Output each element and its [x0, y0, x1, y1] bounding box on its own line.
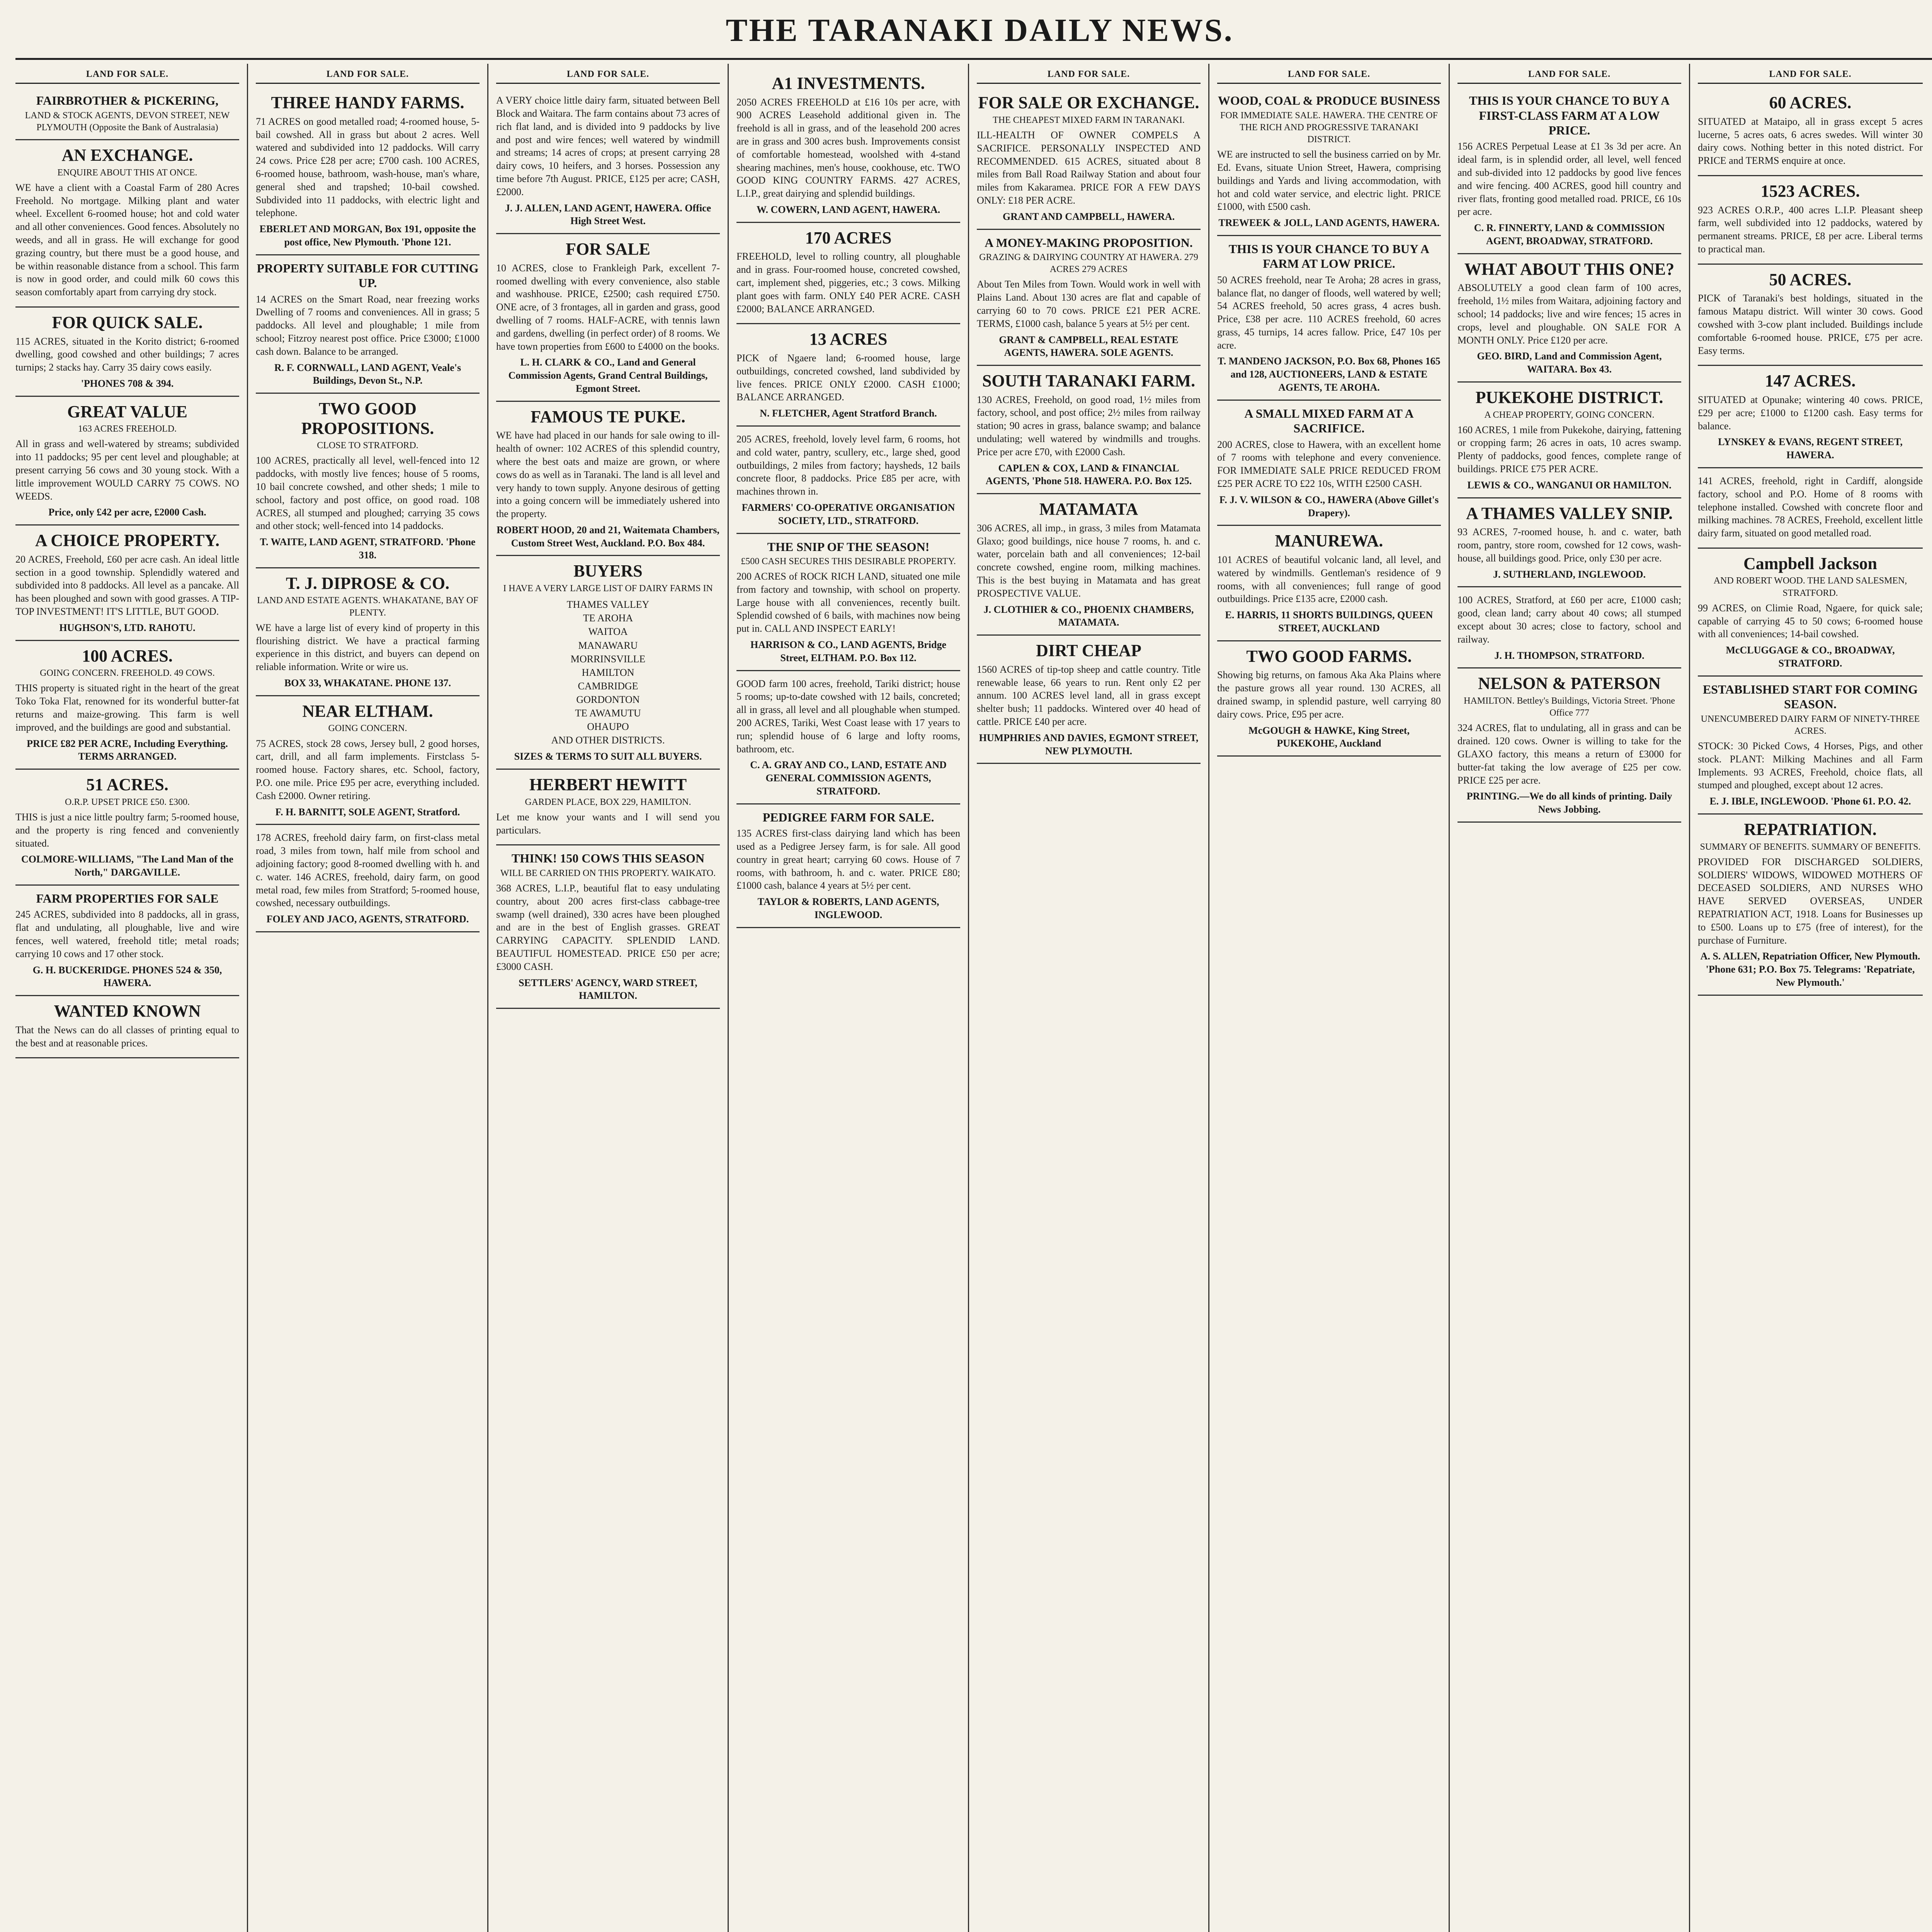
ad-body: 75 ACRES, stock 28 cows, Jersey bull, 2 good horses, cart, drill, and all farm implements. Firstclass 5-roomed house. Factory shares, etc. School, factory, P.O. one mile. Price £95 per acre, everything included. Cash £2000. Owner retiring.	[256, 738, 480, 801]
ad-subtitle: ENQUIRE ABOUT THIS AT ONCE.	[57, 167, 197, 178]
ad-body: WE have a client with a Coastal Farm of 280 Acres Freehold. No mortgage. Milking plant and water wheel. Excellent 6-roomed house; hot and cold water and all other conveniences. Good fences. Absolutely no weeds, and all in grass. He will exchange for good grazing country, but there must be a good house, and be within reasonable distance from a school. This farm is now in good order, and could milk 60 cows this season comfortably apart from carrying dry stock.	[15, 182, 239, 298]
ad-body: THIS is just a nice little poultry farm; 5-roomed house, and the property is ring fenced and conveniently situated.	[15, 811, 239, 849]
ad-signature: TREWEEK & JOLL, LAND AGENTS, HAWERA.	[1218, 217, 1440, 229]
ad-subtitle: HAMILTON. Bettley's Buildings, Victoria Street. 'Phone Office 777	[1464, 696, 1675, 718]
ad-title: AN EXCHANGE.	[61, 145, 193, 165]
advertisement	[15, 308, 239, 397]
ad-body: 306 ACRES, all imp., in grass, 3 miles from Matamata Glaxo; good buildings, nice house 7 rooms, h. and c. water, porcelain bath and all conveniences; 12-bail concrete cowshed, engine room, milking machines. This is the best buying in Matamata and has great PROSPECTIVE VALUE.	[977, 522, 1201, 599]
ad-subtitle: THE CHEAPEST MIXED FARM IN TARANAKI.	[993, 115, 1185, 125]
ad-signature: L. H. CLARK & CO., Land and General Commission Agents, Grand Central Buildings, Egmont Street.	[508, 357, 708, 394]
ad-subtitle: GARDEN PLACE, BOX 229, HAMILTON.	[525, 797, 691, 807]
district-list-item: THAMES VALLEY	[566, 599, 650, 611]
ad-signature: CAPLEN & COX, LAND & FINANCIAL AGENTS, 'Phone 518. HAWERA. P.O. Box 125.	[985, 462, 1192, 487]
advertisement	[496, 234, 720, 402]
ad-body: WE are instructed to sell the business carried on by Mr. Ed. Evans, situate Union Street, Hawera, comprising buildings and Yards and living accommodation, with hot and cold water service, and electric light. PRICE £1000, with £500 cash.	[1217, 149, 1441, 213]
advertisement	[256, 88, 480, 255]
ad-subtitle: I HAVE A VERY LARGE LIST OF DAIRY FARMS IN	[503, 583, 713, 594]
advertisement	[15, 886, 239, 996]
masthead-rule	[15, 58, 1932, 60]
ad-body: THIS property is situated right in the heart of the great Toko Toka Flat, renowned for its wonderful butter-fat returns and maize-growing. This farm is well improved, and the buildings are good and substantial.	[15, 682, 239, 733]
ad-body: 324 ACRES, flat to undulating, all in grass and can be drained. 120 cows. Owner is willing to take for the GLAXO factory, this means a return of £3000 for butter-fat taking the low average of £25 per cow. PRICE £25 per acre.	[1458, 722, 1681, 786]
ad-title: 13 ACRES	[809, 330, 888, 349]
masthead: THE TARANAKI DAILY NEWS.	[726, 12, 1234, 48]
ad-title: THREE HANDY FARMS.	[271, 93, 464, 112]
advertisement	[256, 568, 480, 696]
advertisement	[1217, 88, 1441, 236]
district-list-item: MANAWARU	[578, 639, 638, 651]
ad-body: 20 ACRES, Freehold, £60 per acre cash. An ideal little section in a good township. Splendidly watered and subdivided into 8 paddocks. All level as a pancake. All has been ploughed and sown with good grasses. A TIP-TOP INVESTMENT! IT'S LITTLE, BUT GOOD.	[15, 553, 239, 617]
ad-title: PROPERTY SUITABLE FOR CUTTING UP.	[257, 261, 479, 290]
column-header: LAND FOR SALE.	[256, 68, 480, 84]
column-header: LAND FOR SALE.	[977, 68, 1201, 84]
district-list-item: TE AWAMUTU	[575, 707, 641, 719]
ad-title: THIS IS YOUR CHANCE TO BUY A FIRST-CLASS FARM AT A LOW PRICE.	[1469, 94, 1670, 137]
ad-title: TWO GOOD PROPOSITIONS.	[301, 399, 434, 438]
ad-signature: McCLUGGAGE & CO., BROADWAY, STRATFORD.	[1726, 645, 1895, 669]
column-1	[8, 64, 248, 1932]
ad-subtitle: £500 CASH SECURES THIS DESIRABLE PROPERTY.	[741, 556, 956, 566]
ad-signature: TAYLOR & ROBERTS, LAND AGENTS, INGLEWOOD.	[757, 896, 939, 920]
advertisement	[15, 641, 239, 770]
advertisement	[1217, 236, 1441, 401]
ad-title: PUKEKOHE DISTRICT.	[1475, 388, 1663, 407]
ad-body: GOOD farm 100 acres, freehold, Tariki district; house 5 rooms; up-to-date cowshed with 12 bails, concreted; all in grass, all level and all ploughable when stumped. 200 ACRES, Tariki, West Coast lease with 17 years to run; splendid house of 6 large and lofty rooms, bathroom, etc.	[736, 678, 960, 755]
column-4	[729, 64, 969, 1932]
ad-signature: Price, only £42 per acre, £2000 Cash.	[48, 507, 206, 518]
ad-title: MANUREWA.	[1275, 531, 1383, 551]
ad-title: PEDIGREE FARM FOR SALE.	[762, 810, 934, 824]
advertisement	[1458, 587, 1681, 668]
ad-subtitle: LAND & STOCK AGENTS, DEVON STREET, NEW PLYMOUTH (Opposite the Bank of Australasia)	[25, 110, 230, 133]
ad-body: 245 ACRES, subdivided into 8 paddocks, all in grass, flat and undulating, all ploughable, live and wire fences, well watered, freehold title; metal roads; carrying 10 cows and 17 other stock.	[15, 909, 239, 959]
ad-body: 10 ACRES, close to Frankleigh Park, excellent 7-roomed dwelling with every convenience, also stable and washhouse. PRICE, £2500; cash required £750. ONE acre, of 3 frontages, all in garden and grass, good dwelling of 7 rooms. HALF-ACRE, with tennis lawn and gardens, dwelling (in perfect order) of 8 rooms. We have town properties from £600 to £4000 on the books.	[496, 262, 720, 352]
ad-body: 141 ACRES, freehold, right in Cardiff, alongside factory, school and P.O. Home of 8 rooms with telephone installed. Cowshed with concrete floor and milking machines. 78 ACRES, Freehold, excellent little dairy farm, situated on good metalled road.	[1698, 475, 1923, 539]
ad-body: 99 ACRES, on Climie Road, Ngaere, for quick sale; capable of carrying 45 to 50 cows; 6-roomed house with all conveniences; 14-bail cowshed.	[1698, 602, 1923, 640]
column-header: LAND FOR SALE.	[1217, 68, 1441, 84]
ad-body: SITUATED at Opunake; wintering 40 cows. PRICE, £29 per acre; £1000 to £1200 cash. Easy terms for balance.	[1698, 394, 1923, 432]
advertisement	[1458, 498, 1681, 588]
ad-body: 130 ACRES, Freehold, on good road, 1½ miles from factory, school, and post office; 2½ miles from railway station; 90 acres in grass, balance swamp; and balance undulating; well watered by windmills and troughs. Price per acre £70, with £2000 Cash.	[977, 394, 1201, 457]
ad-signature: E. J. IBLE, INGLEWOOD. 'Phone 61. P.O. 42.	[1709, 796, 1911, 807]
ad-title: A SMALL MIXED FARM AT A SACRIFICE.	[1244, 406, 1414, 435]
district-list-item: AND OTHER DISTRICTS.	[551, 735, 665, 746]
ad-body: WE have a large list of every kind of property in this flourishing district. We have a practical farming experience in this district, and buyers can depend on reliable information. Write or wire us.	[256, 622, 480, 673]
ad-subtitle: WILL BE CARRIED ON THIS PROPERTY. WAIKATO.	[500, 868, 716, 878]
ad-signature: T. WAITE, LAND AGENT, STRATFORD. 'Phone 318.	[260, 536, 476, 561]
ad-body: FREEHOLD, level to rolling country, all ploughable and in grass. Four-roomed house, concreted cowshed, cart, implement shed, piggeries, etc.; 3 cows. Milking plant goes with farm. ONLY £40 PER ACRE. CASH £2000; BALANCE ARRANGED.	[736, 251, 960, 315]
ad-body: 160 ACRES, 1 mile from Pukekohe, dairying, fattening or cropping farm; 26 acres in oats, 10 acres swamp. Plenty of paddocks, good fences, complete range of buildings. PRICE £75 PER ACRE.	[1458, 424, 1681, 475]
ad-body: PICK of Ngaere land; 6-roomed house, large outbuildings, concreted cowshed, land subdivided by live fences. PRICE ONLY £2000. CASH £1000; BALANCE ARRANGED.	[736, 352, 960, 403]
ad-body: 205 ACRES, freehold, lovely level farm, 6 rooms, hot and cold water, pantry, scullery, etc., large shed, good outbuildings, 2 miles from factory; haysheds, 12 bails concrete floor, 8 paddocks. Price £85 per acre, with machines thrown in.	[736, 433, 960, 497]
advertisement	[15, 140, 239, 308]
ad-title: FAIRBROTHER & PICKERING,	[36, 94, 219, 108]
columns-container	[8, 64, 1932, 1932]
ad-title: 147 ACRES.	[1765, 371, 1856, 391]
ad-signature: W. COWERN, LAND AGENT, HAWERA.	[756, 204, 940, 215]
ad-signature: HUGHSON'S, LTD. RAHOTU.	[59, 622, 196, 633]
advertisement	[1458, 668, 1681, 823]
advertisement	[977, 366, 1201, 494]
ad-signature: HARRISON & CO., LAND AGENTS, Bridge Street, ELTHAM. P.O. Box 112.	[750, 639, 947, 663]
ad-body: All in grass and well-watered by streams; subdivided into 11 paddocks; 95 per cent level and ploughable; at present carrying 56 cows and 30 young stock. With a little improvement WOULD CARRY 75 COWS. NO WEEDS.	[15, 438, 239, 502]
ad-subtitle: GOING CONCERN.	[328, 723, 407, 734]
ad-signature: A. S. ALLEN, Repatriation Officer, New Plymouth. 'Phone 631; P.O. Box 75. Telegrams: 'Repatriate, New Plymouth.'	[1700, 951, 1920, 988]
advertisement	[496, 88, 720, 234]
district-list-item: CAMBRIDGE	[578, 680, 638, 692]
column-3	[488, 64, 729, 1932]
advertisement	[736, 223, 960, 325]
ad-signature: HUMPHRIES AND DAVIES, EGMONT STREET, NEW PLYMOUTH.	[979, 732, 1199, 757]
advertisement	[496, 556, 720, 770]
ad-body: About Ten Miles from Town. Would work in well with Plains Land. About 130 acres are flat and capable of carrying 60 to 70 cows. PRICE £21 PER ACRE. TERMS, £1000 cash, balance 5 years at 5½ per cent.	[977, 279, 1201, 329]
advertisement	[1698, 815, 1923, 996]
advertisement	[736, 534, 960, 671]
ad-signature: C. A. GRAY AND CO., LAND, ESTATE AND GENERAL COMMISSION AGENTS, STRATFORD.	[750, 759, 947, 797]
advertisement	[496, 770, 720, 845]
advertisement	[496, 402, 720, 556]
column-8	[1690, 64, 1930, 1932]
ad-body: STOCK: 30 Picked Cows, 4 Horses, Pigs, and other stock. PLANT: Milking Machines and all Farm Implements. 93 ACRES, Freehold, choice flats, all stumped and ploughed, except about 12 acres.	[1698, 740, 1923, 791]
ad-body: 200 ACRES, close to Hawera, with an excellent home of 7 rooms with telephone and every convenience. FOR IMMEDIATE SALE PRICE REDUCED FROM £25 PER ACRE TO £22 10s, WITH £2500 CASH.	[1217, 439, 1441, 490]
ad-signature: GEO. BIRD, Land and Commission Agent, WAITARA. Box 43.	[1477, 350, 1662, 375]
advertisement	[736, 324, 960, 427]
ad-body: A VERY choice little dairy farm, situated between Bell Block and Waitara. The farm contains about 73 acres of rich flat land, and is divided into 9 paddocks by live and post and wire fences; well watered by windmill and streams; 14 acres of crops; at present carrying 28 dairy cows, 10 heifers, and 3 horses. Possession any time before 7th August. PRICE, £125 per acre; CASH, £2000.	[496, 95, 720, 197]
ad-title: FAMOUS TE PUKE.	[531, 407, 685, 426]
advertisement	[256, 255, 480, 394]
advertisement	[736, 427, 960, 534]
ad-signature: J. J. ALLEN, LAND AGENT, HAWERA. Office High Street West.	[505, 202, 711, 227]
ad-body: 135 ACRES first-class dairying land which has been used as a Pedigree Jersey farm, is for sale. All good country in great heart; carrying 60 cows. House of 7 rooms, with bathroom, h. and c. water. PRICE £80; £1000 cash, balance 4 years at 5½ per cent.	[736, 828, 960, 891]
ad-signature: PRINTING.—We do all kinds of printing. Daily News Jobbing.	[1466, 791, 1672, 815]
ad-body: 368 ACRES, L.I.P., beautiful flat to easy undulating country, about 200 acres first-class cabbage-tree swamp (well drained), 330 acres have been ploughed and are in the best of English grasses. GREAT CARRYING CAPACITY. SPLENDID LAND. BEAUTIFUL HOMESTEAD. PRICE £50 per acre; £3000 CASH.	[496, 883, 720, 972]
advertisement	[1698, 265, 1923, 366]
ad-subtitle: GRAZING & DAIRYING COUNTRY AT HAWERA. 279 ACRES 279 ACRES	[979, 252, 1198, 275]
ad-body: 923 ACRES O.R.P., 400 acres L.I.P. Pleasant sheep farm, well subdivided into 12 paddocks, watered by permanent streams. PRICE, £8 per acre. Liberal terms to practical man.	[1698, 204, 1923, 255]
ad-signature: F. J. V. WILSON & CO., HAWERA (Above Gillet's Drapery).	[1219, 494, 1439, 519]
ad-title: THE SNIP OF THE SEASON!	[767, 539, 930, 554]
ad-subtitle: LAND AND ESTATE AGENTS. WHAKATANE, BAY OF PLENTY.	[257, 595, 478, 618]
ad-signature: 'PHONES 708 & 394.	[81, 378, 174, 389]
ad-body: ILL-HEALTH OF OWNER COMPELS A SACRIFICE. PERSONALLY INSPECTED AND RECOMMENDED. 615 ACRES, situated about 8 miles from Ball Road Railway Station and about four miles from Kakaramea. PRICE FOR A FEW DAYS ONLY: £18 PER ACRE.	[977, 129, 1201, 206]
ad-title: ESTABLISHED START FOR COMING SEASON.	[1702, 682, 1918, 711]
ad-signature: GRANT & CAMPBELL, REAL ESTATE AGENTS, HAWERA. SOLE AGENTS.	[999, 334, 1179, 359]
ad-body: 156 ACRES Perpetual Lease at £1 3s 3d per acre. An ideal farm, is in splendid order, all level, well fenced and sub-divided into 12 paddocks by good live fences and wire fencing. 400 ACRES, good hill country and river flats, fronting good metalled road. PRICE, £6 10s per acre.	[1458, 141, 1681, 218]
ad-signature: N. FLETCHER, Agent Stratford Branch.	[760, 408, 937, 419]
ad-signature: FOLEY AND JACO, AGENTS, STRATFORD.	[266, 913, 469, 925]
ad-body: 50 ACRES freehold, near Te Aroha; 28 acres in grass, balance flat, no danger of floods, well watered by well; 54 ACRES freehold, 50 acres grass, 4 acres bush. Price, £38 per acre. 110 ACRES freehold, 60 acres grass, 45 turnips, 14 acres fallow. Price, £47 10s per acre.	[1217, 274, 1441, 351]
ad-body: 100 ACRES, Stratford, at £60 per acre, £1000 cash; good, clean land; carry about 40 cows; all stumped except about 30 acres; close to factory, school and railway.	[1458, 594, 1681, 645]
ad-body: SITUATED at Mataipo, all in grass except 5 acres lucerne, 5 acres oats, 6 acres swedes. Will winter 30 dairy cows. Nothing better in this noted district. For PRICE and TERMS enquire at once.	[1698, 116, 1923, 167]
column-header: LAND FOR SALE.	[496, 68, 720, 84]
ad-body: WE have had placed in our hands for sale owing to ill-health of owner: 102 ACRES of this splendid country, where the best oats and maize are grown, or where cows do as well as in Taranaki. The land is all level and very handy to town supply. Anyone desirous of getting into a going concern will be immediately ushered into the property.	[496, 430, 720, 520]
ad-title: DIRT CHEAP	[1036, 641, 1141, 660]
column-2	[248, 64, 488, 1932]
ad-signature: FARMERS' CO-OPERATIVE ORGANISATION SOCIETY, LTD., STRATFORD.	[742, 502, 955, 526]
ad-signature: McGOUGH & HAWKE, King Street, PUKEKOHE, Auckland	[1248, 724, 1410, 749]
advertisement	[1458, 383, 1681, 498]
advertisement	[1698, 677, 1923, 815]
ad-signature: E. HARRIS, 11 SHORTS BUILDINGS, QUEEN STREET, AUCKLAND	[1225, 609, 1433, 634]
ad-subtitle: 163 ACRES FREEHOLD.	[78, 424, 177, 434]
ad-subtitle: UNENCUMBERED DAIRY FARM OF NINETY-THREE ACRES.	[1701, 714, 1920, 736]
advertisement	[1217, 641, 1441, 757]
advertisement	[1458, 254, 1681, 383]
ad-title: A THAMES VALLEY SNIP.	[1466, 503, 1673, 523]
ad-subtitle: GOING CONCERN. FREEHOLD. 49 COWS.	[40, 668, 215, 679]
ad-title: 1523 ACRES.	[1760, 181, 1860, 201]
advertisement	[977, 636, 1201, 764]
column-7	[1450, 64, 1690, 1932]
advertisement	[15, 526, 239, 641]
ad-title: WOOD, COAL & PRODUCE BUSINESS	[1218, 94, 1440, 108]
column-header: LAND FOR SALE.	[1458, 68, 1681, 84]
advertisement	[736, 68, 960, 223]
ad-title: 51 ACRES.	[86, 775, 168, 794]
ad-title: 50 ACRES.	[1769, 270, 1852, 289]
advertisement	[256, 696, 480, 825]
ad-title: WHAT ABOUT THIS ONE?	[1464, 259, 1675, 279]
ad-subtitle: A CHEAP PROPERTY, GOING CONCERN.	[1484, 410, 1655, 420]
ad-signature: PRICE £82 PER ACRE, Including Everything. TERMS ARRANGED.	[27, 738, 228, 762]
ad-title: THINK! 150 COWS THIS SEASON	[511, 851, 705, 866]
district-list-item: TE AROHA	[583, 612, 633, 624]
ad-subtitle: SUMMARY OF BENEFITS. SUMMARY OF BENEFITS.	[1700, 842, 1921, 852]
ad-body: ABSOLUTELY a good clean farm of 100 acres, freehold, 1½ miles from Waitara, adjoining factory and school; 14 paddocks; live and wire fences; 15 acres in crops, level and ploughable. ON SALE FOR A MONTH ONLY. Price £120 per acre.	[1458, 282, 1681, 346]
ad-signature: F. H. BARNITT, SOLE AGENT, Stratford.	[275, 806, 460, 818]
ad-body: PROVIDED FOR DISCHARGED SOLDIERS, SOLDIERS' WIDOWS, WIDOWED MOTHERS OF DECEASED SOLDIERS, AND NURSES WHO HAVE SERVED OVERSEAS, UNDER REPATRIATION ACT, 1918. Loans for Businesses up to £500. Loans up to £75 (free of interest), for the purchase of Furniture.	[1698, 856, 1923, 946]
ad-subtitle: FOR IMMEDIATE SALE. HAWERA. THE CENTRE OF THE RICH AND PROGRESSIVE TARANAKI DISTRICT.	[1220, 110, 1438, 145]
ad-body: 115 ACRES, situated in the Korito district; 6-roomed dwelling, good cowshed and other buildings; 7 acres turnips; 2 stacks hay. Carry 35 dairy cows easily.	[15, 335, 239, 373]
ad-subtitle: AND ROBERT WOOD. THE LAND SALESMEN, STRATFORD.	[1713, 576, 1907, 598]
ad-body: 2050 ACRES FREEHOLD at £16 10s per acre, with 900 ACRES Leasehold additional given in. The freehold is all in grass, and of the leasehold 200 acres are in grass and 300 acres bush. Improvements consist of comfortable homestead, woolshed with 4-stand shearing machines, men's house, cookhouse, etc. TWO GOOD KING COUNTRY FARMS. 427 ACRES, L.I.P., great dairying and splendid buildings.	[736, 96, 960, 199]
ad-title: FOR SALE	[566, 240, 650, 259]
ad-title: BUYERS	[573, 561, 643, 581]
district-list	[496, 598, 720, 747]
ad-title: WANTED KNOWN	[54, 1002, 201, 1021]
advertisement	[256, 825, 480, 932]
ad-signature: T. MANDENO JACKSON, P.O. Box 68, Phones 165 and 128, AUCTIONEERS, LAND & ESTATE AGENTS, TE AROHA.	[1218, 355, 1440, 393]
advertisement	[736, 671, 960, 804]
ad-signature: LEWIS & CO., WANGANUI OR HAMILTON.	[1467, 479, 1672, 491]
advertisement	[256, 394, 480, 568]
ad-signature: SETTLERS' AGENCY, WARD STREET, HAMILTON.	[519, 977, 697, 1002]
ad-body: 101 ACRES of beautiful volcanic land, all level, and watered by windmills. Gentleman's residence of 9 rooms, with all conveniences; full range of good outbuildings. Price £135 acre, £2000 cash.	[1217, 554, 1441, 605]
ad-signature: ROBERT HOOD, 20 and 21, Waitemata Chambers, Custom Street West, Auckland. P.O. Box 484.	[497, 524, 719, 549]
district-list-item: WAITOA	[588, 626, 628, 638]
ad-body: Showing big returns, on famous Aka Aka Plains where the pasture grows all year round. 130 ACRES, all drained swamp, in splendid pasture, well carrying 80 dairy cows. Price, £95 per acre.	[1217, 669, 1441, 720]
district-list-item: OHAUPO	[587, 721, 629, 733]
ad-title: REPATRIATION.	[1744, 820, 1877, 839]
column-header: LAND FOR SALE.	[1698, 68, 1923, 84]
ad-subtitle: CLOSE TO STRATFORD.	[317, 440, 418, 451]
advertisement	[15, 397, 239, 526]
ad-body: 100 ACRES, practically all level, well-fenced into 12 paddocks, with mostly live fences; house of 5 rooms, 10 bail concrete cowshed, and other sheds; 1 mile to school, factory and post office, on good road. 108 ACRES, all stumped and ploughed; carrying 35 cows and other stock; well-fenced into 14 paddocks.	[256, 455, 480, 532]
column-header: LAND FOR SALE.	[15, 68, 239, 84]
ad-body: 14 ACRES on the Smart Road, near freezing works Dwelling of 7 rooms and conveniences. All in grass; 5 paddocks. All level and ploughable; 1 mile from school; Fitzroy nearest post office. Price £3000; £1000 cash down. Balance to be arranged.	[256, 293, 480, 357]
ad-subtitle: O.R.P. UPSET PRICE £50. £300.	[65, 797, 190, 807]
ad-signature: COLMORE-WILLIAMS, "The Land Man of the North," DARGAVILLE.	[21, 854, 233, 878]
ad-body: 71 ACRES on good metalled road; 4-roomed house, 5-bail cowshed. All in grass but about 2 acres. Well watered and subdivided into 12 paddocks. Will carry 24 cows. Price £28 per acre; £700 cash. 100 ACRES, 6-roomed house, bathroom, wash-house, man's whare, general shed and trapshed; 10-bail cowshed. Subdivided into 11 paddocks, with electric light and telephone.	[256, 116, 480, 219]
ad-signature: GRANT AND CAMPBELL, HAWERA.	[1002, 211, 1175, 222]
ad-title: SOUTH TARANAKI FARM.	[982, 371, 1196, 391]
ad-body: Let me know your wants and I will send you particulars.	[496, 811, 720, 836]
advertisement	[15, 770, 239, 886]
advertisement	[977, 494, 1201, 636]
ad-body: 93 ACRES, 7-roomed house, h. and c. water, bath room, pantry, store room, cowshed for 12 cows, wash-house, all buildings good. Price, only £30 per acre.	[1458, 526, 1681, 564]
ad-title: NEAR ELTHAM.	[302, 701, 433, 721]
ad-title: THIS IS YOUR CHANCE TO BUY A FARM AT LOW PRICE.	[1228, 242, 1430, 271]
ad-signature: C. R. FINNERTY, LAND & COMMISSION AGENT, BROADWAY, STRATFORD.	[1474, 222, 1665, 247]
ad-title: TWO GOOD FARMS.	[1246, 646, 1412, 666]
ad-title: 60 ACRES.	[1769, 93, 1852, 112]
district-list-item: GORDONTON	[576, 694, 640, 705]
advertisement	[1698, 88, 1923, 176]
ad-body: PICK of Taranaki's best holdings, situated in the famous Matapu district. Will winter 30 cows. Good cowshed with 3-cow plant included. Buildings include comfortable 6-roomed house. PRICE, £75 per acre. Easy terms.	[1698, 293, 1923, 356]
ad-signature: J. SUTHERLAND, INGLEWOOD.	[1493, 568, 1646, 580]
advertisement	[1698, 176, 1923, 265]
ad-title: GREAT VALUE	[67, 402, 187, 421]
district-list-item: HAMILTON	[582, 667, 634, 678]
ad-title: A1 INVESTMENTS.	[772, 74, 925, 93]
advertisement	[15, 996, 239, 1058]
ad-signature: J. H. THOMPSON, STRATFORD.	[1494, 650, 1645, 661]
advertisement	[1698, 549, 1923, 677]
advertisement	[1458, 88, 1681, 254]
ad-body: That the News can do all classes of printing equal to the best and at reasonable prices.	[15, 1024, 239, 1049]
ad-signature: EBERLET AND MORGAN, Box 191, opposite the post office, New Plymouth. 'Phone 121.	[259, 223, 476, 248]
advertisement	[736, 804, 960, 928]
ad-title: NELSON & PATERSON	[1478, 674, 1661, 693]
advertisement	[1698, 366, 1923, 468]
advertisement	[1698, 468, 1923, 549]
ad-signature: LYNSKEY & EVANS, REGENT STREET, HAWERA.	[1718, 436, 1903, 461]
ad-signature: SIZES & TERMS TO SUIT ALL BUYERS.	[514, 751, 702, 762]
advertisement	[977, 230, 1201, 366]
ad-title: HERBERT HEWITT	[529, 775, 687, 794]
advertisement	[1217, 526, 1441, 641]
ad-title: A CHOICE PROPERTY.	[35, 531, 220, 550]
ad-signature: G. H. BUCKERIDGE. PHONES 524 & 350, HAWERA.	[32, 964, 222, 989]
column-5	[969, 64, 1209, 1932]
advertisement	[1217, 401, 1441, 526]
advertisement	[977, 88, 1201, 230]
ad-body: 1560 ACRES of tip-top sheep and cattle country. Title renewable lease, 66 years to run. Rent only £2 per annum. 100 ACRES level land, all in grass except shelter bush; 11 paddocks. Wintered over 40 head of cattle. PRICE £40 per acre.	[977, 663, 1201, 728]
ad-body: 200 ACRES of ROCK RICH LAND, situated one mile from factory and township, with school on property. Large house with all conveniences, recently built. Splendid cowshed of 6 bails, with machines now being put in. CALL AND INSPECT EARLY!	[736, 571, 960, 634]
ad-title: 100 ACRES.	[82, 646, 173, 665]
ad-title: MATAMATA	[1039, 500, 1138, 519]
ad-body: 178 ACRES, freehold dairy farm, on first-class metal road, 3 miles from town, half mile from school and adjoining factory; good 8-roomed dwelling with h. and c. water. 146 ACRES, freehold, dairy farm, on good metal road, few miles from Stratford; 5-roomed house, cowshed, necessary outbuildings.	[256, 832, 480, 909]
ad-title: Campbell Jackson	[1743, 554, 1877, 573]
column-6	[1209, 64, 1450, 1932]
ad-title: FARM PROPERTIES FOR SALE	[36, 891, 219, 905]
ad-title: T. J. DIPROSE & CO.	[286, 573, 450, 593]
ad-signature: BOX 33, WHAKATANE. PHONE 137.	[284, 677, 451, 689]
advertisement	[496, 845, 720, 1009]
ad-signature: J. CLOTHIER & CO., PHOENIX CHAMBERS, MATAMATA.	[983, 604, 1194, 628]
ad-signature: R. F. CORNWALL, LAND AGENT, Veale's Buildings, Devon St., N.P.	[274, 362, 461, 386]
district-list-item: MORRINSVILLE	[570, 653, 646, 665]
ad-title: FOR SALE OR EXCHANGE.	[978, 93, 1199, 112]
ad-title: FOR QUICK SALE.	[52, 313, 203, 332]
ad-title: 170 ACRES	[805, 228, 892, 247]
ad-title: A MONEY-MAKING PROPOSITION.	[985, 235, 1193, 250]
advertisement	[15, 88, 239, 140]
